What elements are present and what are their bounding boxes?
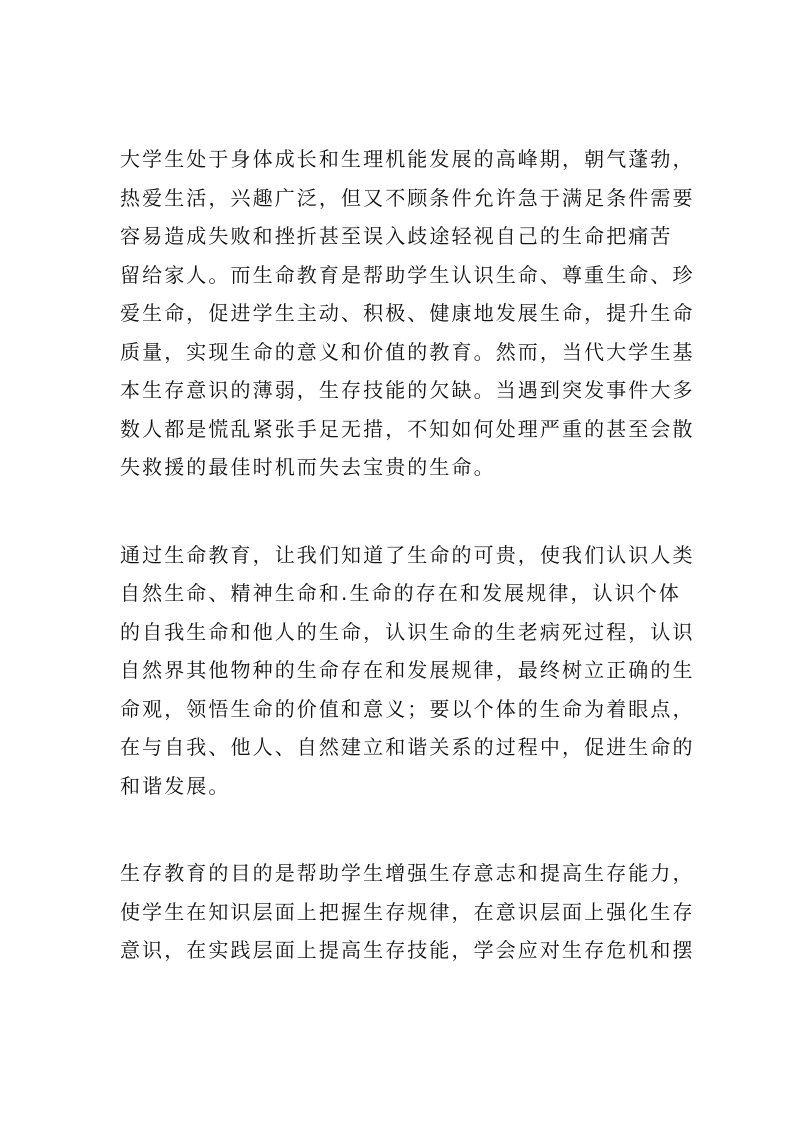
text-line: 质量，实现生命的意义和价值的教育。然而，当代大学生基: [120, 339, 695, 364]
paragraph-3: [120, 854, 695, 970]
text-line: 数人都是慌乱紧张手足无措，不知如何处理严重的甚至会散: [120, 416, 695, 441]
text-line: 在与自我、他人、自然建立和谐关系的过程中，促进生命的: [120, 735, 695, 759]
text-line: 自然界其他物种的生命存在和发展规律，最终树立正确的生: [120, 658, 695, 682]
text-line: 的自我生命和他人的生命，认识生命的生老病死过程，认识: [120, 619, 695, 644]
paragraph-1: [120, 140, 695, 487]
text-line: 和谐发展。: [120, 773, 231, 798]
text-line: 热爱生活，兴趣广泛，但又不顾条件允许急于满足条件需要: [120, 185, 695, 210]
text-line: 留给家人。而生命教育是帮助学生认识生命、尊重生命、珍: [120, 262, 695, 287]
text-line: 失救援的最佳时机而失去宝贵的生命。: [120, 455, 496, 479]
text-line: 通过生命教育，让我们知道了生命的可贵，使我们认识人类: [120, 542, 695, 567]
text-line: 命观，领悟生命的价值和意义；要以个体的生命为着眼点，: [120, 696, 695, 721]
text-line: 自然生命、精神生命和.生命的存在和发展规律，认识个体: [120, 581, 681, 605]
text-line: 容易造成失败和挫折甚至误入歧途轻视自己的生命把痛苦: [120, 224, 673, 248]
text-line: 本生存意识的薄弱，生存技能的欠缺。当遇到突发事件大多: [120, 378, 695, 402]
text-line: 使学生在知识层面上把握生存规律，在意识层面上强化生存: [120, 899, 695, 924]
text-line: 大学生处于身体成长和生理机能发展的高峰期，朝气蓬勃，: [120, 147, 695, 171]
paragraph-2: [120, 536, 695, 806]
text-line: 意识，在实践层面上提高生存技能，学会应对生存危机和摆: [120, 938, 695, 962]
document-body: [120, 140, 695, 970]
text-line: 爱生命，促进学生主动、积极、健康地发展生命，提升生命: [120, 301, 695, 325]
text-line: 生存教育的目的是帮助学生增强生存意志和提高生存能力，: [120, 861, 695, 885]
